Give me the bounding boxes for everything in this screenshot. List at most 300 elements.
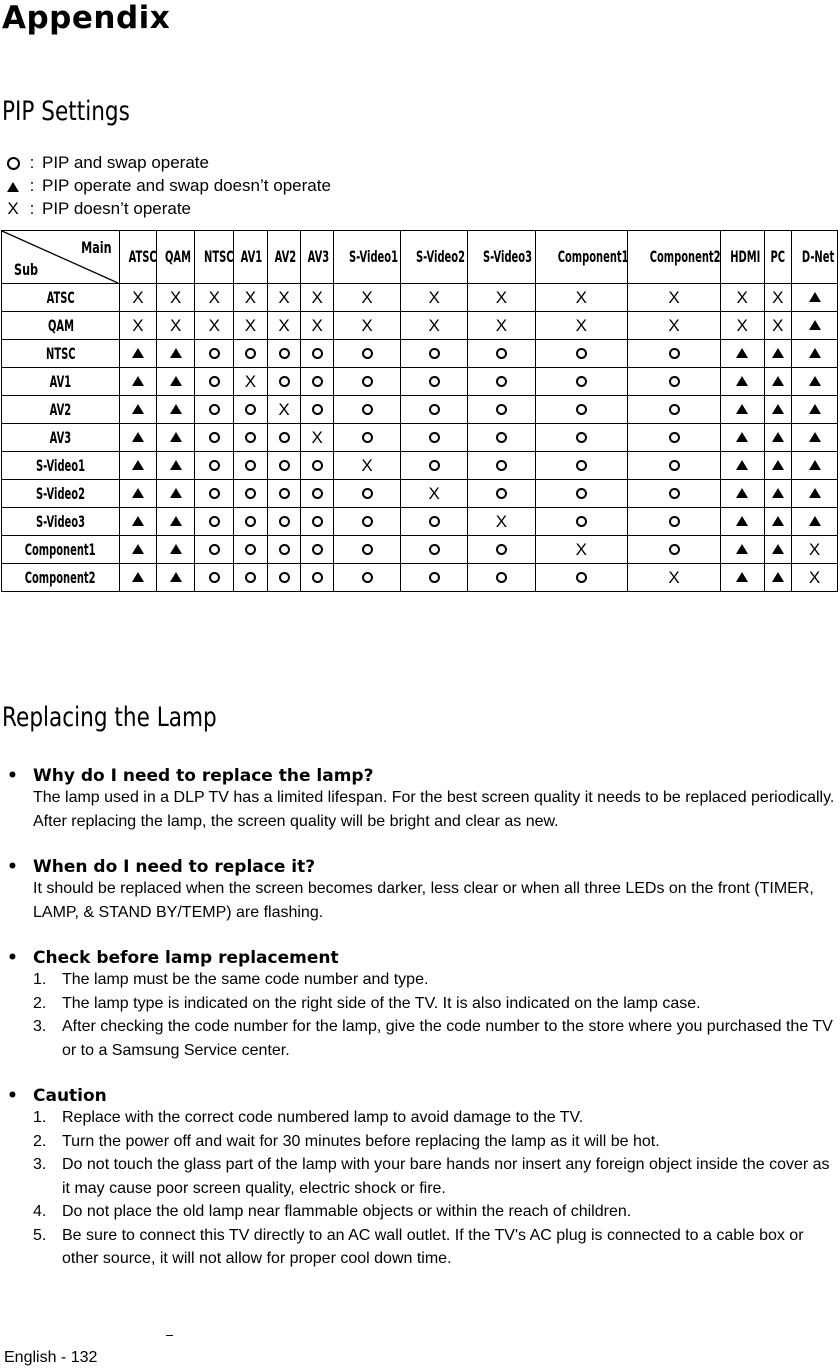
triangle-icon — [170, 460, 182, 470]
table-cell — [764, 536, 791, 564]
column-header — [120, 231, 157, 284]
section-heading — [0, 948, 840, 968]
circle-icon — [496, 460, 507, 471]
table-cell — [120, 312, 157, 340]
legend-text: PIP and swap operate — [42, 153, 209, 172]
triangle-icon — [772, 544, 784, 554]
lamp-why-section — [0, 766, 840, 833]
table-row — [2, 368, 838, 396]
table-cell — [535, 424, 628, 452]
table-cell — [535, 368, 628, 396]
table-cell — [720, 480, 764, 508]
row-header-label: QAM — [47, 315, 74, 335]
circle-icon — [245, 488, 256, 499]
table-cell — [720, 312, 764, 340]
x-icon: X — [808, 567, 821, 587]
triangle-icon — [170, 404, 182, 414]
table-cell — [764, 508, 791, 536]
circle-icon — [245, 432, 256, 443]
table-cell — [234, 368, 268, 396]
section-heading — [0, 766, 840, 786]
table-cell — [468, 424, 535, 452]
row-header — [2, 564, 120, 592]
table-row — [2, 396, 838, 424]
x-icon: X — [428, 287, 440, 307]
circle-icon — [669, 404, 680, 415]
table-cell — [267, 312, 301, 340]
table-cell — [267, 452, 301, 480]
triangle-icon — [809, 516, 821, 526]
table-cell — [628, 424, 721, 452]
corner-sub-label: Sub — [14, 260, 39, 279]
table-cell — [764, 452, 791, 480]
table-cell — [234, 312, 268, 340]
bullet-icon: • — [7, 1086, 18, 1106]
table-cell — [120, 368, 157, 396]
x-icon: X — [575, 315, 588, 335]
triangle-icon — [170, 488, 182, 498]
row-header-label: ATSC — [46, 287, 75, 307]
pip-table — [1, 230, 838, 592]
table-cell — [333, 312, 400, 340]
table-cell — [792, 536, 838, 564]
circle-icon — [576, 460, 587, 471]
check-list — [0, 968, 840, 1062]
list-item — [0, 968, 840, 992]
section-heading-text: When do I need to replace it? — [33, 857, 316, 877]
row-header-label: S-Video3 — [36, 511, 86, 531]
circle-icon — [245, 348, 256, 359]
table-cell — [401, 452, 468, 480]
list-number: 1. — [33, 1109, 47, 1126]
triangle-icon — [736, 544, 748, 554]
table-cell — [301, 480, 334, 508]
circle-icon — [362, 544, 373, 555]
table-cell — [401, 536, 468, 564]
x-icon: X — [772, 287, 784, 307]
table-cell — [333, 452, 400, 480]
page-title: Appendix — [2, 0, 171, 36]
circle-icon — [279, 460, 290, 471]
table-cell — [267, 424, 301, 452]
table-cell — [720, 424, 764, 452]
table-cell — [301, 368, 334, 396]
table-cell — [267, 480, 301, 508]
column-header-label: D-Net — [801, 247, 835, 266]
table-cell — [535, 284, 628, 312]
lamp-caution-section — [0, 1086, 840, 1271]
circle-icon — [496, 572, 507, 583]
legend-row-triangle — [4, 174, 331, 197]
table-cell — [234, 480, 268, 508]
triangle-icon — [736, 348, 748, 358]
circle-icon — [669, 432, 680, 443]
column-header — [468, 231, 535, 284]
table-cell — [468, 508, 535, 536]
table-cell — [764, 284, 791, 312]
table-cell — [333, 564, 400, 592]
table-cell — [120, 396, 157, 424]
circle-icon — [362, 404, 373, 415]
circle-icon — [245, 516, 256, 527]
column-header — [267, 231, 301, 284]
table-row — [2, 480, 838, 508]
column-header — [156, 231, 195, 284]
circle-icon — [576, 348, 587, 359]
x-icon: X — [668, 287, 680, 307]
table-cell — [468, 480, 535, 508]
circle-icon — [669, 348, 680, 359]
table-row — [2, 536, 838, 564]
x-icon: X — [278, 315, 290, 335]
table-row — [2, 424, 838, 452]
circle-icon — [429, 572, 440, 583]
triangle-icon — [132, 432, 144, 442]
circle-icon — [669, 544, 680, 555]
x-icon: X — [361, 315, 373, 335]
column-header-label: AV1 — [240, 247, 263, 266]
x-icon: X — [208, 315, 220, 335]
table-cell — [195, 424, 234, 452]
list-number: 2. — [33, 994, 47, 1012]
row-header-label: S-Video1 — [36, 455, 86, 475]
circle-icon — [4, 151, 22, 174]
table-cell — [535, 312, 628, 340]
table-cell — [195, 396, 234, 424]
row-header — [2, 284, 120, 312]
table-cell — [120, 340, 157, 368]
x-icon: X — [428, 483, 440, 503]
table-cell — [234, 340, 268, 368]
x-icon: X — [169, 315, 182, 335]
table-cell — [234, 508, 268, 536]
list-text: Turn the power off and wait for 30 minutes before replacing the lamp as it will be hot. — [62, 1132, 660, 1150]
triangle-icon — [132, 460, 144, 470]
table-cell — [195, 368, 234, 396]
table-cell — [156, 312, 195, 340]
table-cell — [468, 536, 535, 564]
lamp-check-section — [0, 948, 840, 1062]
table-cell — [628, 284, 721, 312]
circle-icon — [209, 432, 220, 443]
table-cell — [764, 312, 791, 340]
table-cell — [195, 508, 234, 536]
x-icon: X — [311, 427, 323, 447]
table-cell — [764, 340, 791, 368]
section-paragraph: It should be replaced when the screen becomes darker, less clear or when all three LEDs on the front (TIMER, LAMP, & STAND BY/TEMP) are flashing. — [33, 880, 814, 921]
table-cell — [628, 368, 721, 396]
triangle-icon — [736, 376, 748, 386]
column-header-label: PC — [770, 247, 786, 266]
column-header-label: HDMI — [730, 247, 761, 266]
table-row — [2, 312, 838, 340]
triangle-icon — [132, 572, 144, 582]
triangle-icon — [170, 432, 182, 442]
row-header-label: AV2 — [49, 399, 72, 419]
table-cell — [792, 396, 838, 424]
table-cell — [120, 284, 157, 312]
column-header — [333, 231, 400, 284]
x-icon: X — [244, 315, 257, 335]
circle-icon — [245, 404, 256, 415]
table-cell — [468, 564, 535, 592]
section-heading-text: Why do I need to replace the lamp? — [33, 766, 374, 786]
table-cell — [792, 368, 838, 396]
table-cell — [468, 452, 535, 480]
table-cell — [156, 340, 195, 368]
triangle-icon — [772, 432, 784, 442]
circle-icon — [245, 460, 256, 471]
section-heading — [0, 1086, 840, 1106]
triangle-icon — [170, 376, 182, 386]
row-header — [2, 424, 120, 452]
table-cell — [628, 396, 721, 424]
row-header-label: NTSC — [45, 343, 76, 363]
table-cell — [720, 396, 764, 424]
circle-icon — [279, 376, 290, 387]
table-cell — [156, 284, 195, 312]
circle-icon — [209, 348, 220, 359]
table-cell — [267, 564, 301, 592]
table-cell — [301, 508, 334, 536]
triangle-icon — [132, 404, 144, 414]
triangle-icon — [809, 348, 821, 358]
table-cell — [535, 536, 628, 564]
table-cell — [301, 564, 334, 592]
page-footer: English - 132 — [4, 1349, 98, 1366]
table-cell — [764, 480, 791, 508]
table-cell — [720, 284, 764, 312]
circle-icon — [209, 376, 220, 387]
table-cell — [301, 452, 334, 480]
table-cell — [792, 452, 838, 480]
section-paragraph: The lamp used in a DLP TV has a limited lifespan. For the best screen quality it needs to be replaced periodically. After replacing the lamp, the screen quality will be bright and clear as new. — [33, 789, 835, 830]
column-header — [234, 231, 268, 284]
table-cell — [628, 508, 721, 536]
table-cell — [535, 396, 628, 424]
triangle-icon — [132, 348, 144, 358]
table-cell — [301, 284, 334, 312]
row-header-label: S-Video2 — [36, 483, 86, 503]
bullet-icon: • — [7, 948, 18, 968]
table-cell — [156, 424, 195, 452]
triangle-icon — [772, 404, 784, 414]
table-cell — [401, 564, 468, 592]
triangle-icon — [170, 572, 182, 582]
table-row — [2, 564, 838, 592]
table-cell — [401, 508, 468, 536]
row-header-label: Component1 — [25, 539, 96, 559]
table-cell — [267, 368, 301, 396]
list-number: 3. — [33, 1156, 47, 1173]
list-number: 2. — [33, 1132, 47, 1150]
table-cell — [267, 340, 301, 368]
circle-icon — [496, 376, 507, 387]
triangle-icon — [132, 544, 144, 554]
table-cell — [301, 424, 334, 452]
table-corner-header — [2, 231, 120, 284]
x-icon: X — [428, 315, 440, 335]
table-cell — [720, 340, 764, 368]
legend-separator: : — [29, 176, 35, 195]
table-cell — [628, 564, 721, 592]
circle-icon — [209, 544, 220, 555]
x-icon: X — [575, 287, 588, 307]
table-cell — [120, 424, 157, 452]
column-header-label: Component2 — [649, 247, 721, 266]
triangle-icon — [809, 376, 821, 386]
table-cell — [401, 340, 468, 368]
circle-icon — [245, 572, 256, 583]
circle-icon — [279, 432, 290, 443]
table-cell — [333, 424, 400, 452]
list-item — [0, 1106, 840, 1130]
circle-icon — [209, 572, 220, 583]
x-icon: X — [132, 315, 144, 335]
circle-icon — [669, 488, 680, 499]
triangle-icon — [736, 432, 748, 442]
circle-icon — [669, 516, 680, 527]
column-header-label: ATSC — [128, 247, 157, 266]
triangle-icon — [736, 572, 748, 582]
x-icon: X — [169, 287, 182, 307]
circle-icon — [362, 488, 373, 499]
row-header — [2, 452, 120, 480]
circle-icon — [576, 432, 587, 443]
circle-icon — [209, 488, 220, 499]
list-item — [0, 1200, 840, 1224]
triangle-icon — [132, 516, 144, 526]
bullet-icon: • — [7, 857, 18, 877]
table-cell — [156, 480, 195, 508]
triangle-icon — [772, 460, 784, 470]
replacing-lamp-heading-text: Replacing the Lamp — [2, 702, 217, 733]
table-row — [2, 284, 838, 312]
x-icon: X — [278, 399, 290, 419]
table-cell — [468, 368, 535, 396]
table-cell — [195, 340, 234, 368]
table-cell — [535, 508, 628, 536]
table-cell — [333, 396, 400, 424]
circle-icon — [209, 460, 220, 471]
table-cell — [401, 396, 468, 424]
table-cell — [234, 396, 268, 424]
table-cell — [628, 536, 721, 564]
table-cell — [234, 284, 268, 312]
triangle-icon — [132, 376, 144, 386]
table-cell — [195, 312, 234, 340]
triangle-icon — [809, 404, 821, 414]
circle-icon — [362, 516, 373, 527]
table-cell — [401, 284, 468, 312]
triangle-icon — [132, 488, 144, 498]
circle-icon — [429, 348, 440, 359]
table-cell — [234, 424, 268, 452]
column-header-label: QAM — [164, 247, 191, 266]
pip-legend — [4, 151, 331, 220]
triangle-icon — [170, 544, 182, 554]
list-number: 5. — [33, 1226, 47, 1244]
row-header — [2, 312, 120, 340]
circle-icon — [279, 572, 290, 583]
footer-dash — [166, 1335, 173, 1336]
circle-icon — [279, 516, 290, 527]
x-icon: X — [575, 539, 588, 559]
triangle-icon — [736, 488, 748, 498]
table-cell — [468, 396, 535, 424]
table-cell — [535, 452, 628, 480]
circle-icon — [362, 376, 373, 387]
table-cell — [468, 312, 535, 340]
row-header — [2, 480, 120, 508]
table-cell — [195, 564, 234, 592]
table-cell — [333, 508, 400, 536]
circle-icon — [576, 488, 587, 499]
row-header — [2, 368, 120, 396]
column-header-label: AV3 — [307, 247, 330, 266]
table-cell — [764, 424, 791, 452]
column-header — [720, 231, 764, 284]
circle-icon — [312, 516, 323, 527]
table-cell — [267, 508, 301, 536]
triangle-icon — [772, 572, 784, 582]
list-number: 4. — [33, 1203, 47, 1220]
circle-icon — [312, 572, 323, 583]
table-cell — [764, 396, 791, 424]
triangle-icon — [772, 348, 784, 358]
table-cell — [156, 452, 195, 480]
triangle-icon — [772, 488, 784, 498]
triangle-icon — [809, 488, 821, 498]
x-icon: X — [495, 315, 508, 335]
table-cell — [720, 368, 764, 396]
table-cell — [156, 564, 195, 592]
table-cell — [468, 284, 535, 312]
column-header-label: S-Video1 — [348, 247, 398, 266]
table-cell — [401, 312, 468, 340]
table-row — [2, 452, 838, 480]
circle-icon — [669, 376, 680, 387]
column-header — [301, 231, 334, 284]
pip-settings-heading — [2, 96, 162, 127]
list-text: Be sure to connect this TV directly to an AC wall outlet. If the TV's AC plug is connected to a cable box or other source, it will not allow for proper cool down time. — [62, 1226, 804, 1267]
circle-icon — [576, 572, 587, 583]
triangle-icon — [170, 516, 182, 526]
column-header-label: S-Video2 — [416, 247, 466, 266]
list-item — [0, 992, 840, 1016]
table-cell — [792, 340, 838, 368]
table-cell — [195, 536, 234, 564]
table-cell — [301, 536, 334, 564]
circle-icon — [362, 432, 373, 443]
circle-icon — [312, 544, 323, 555]
table-cell — [156, 536, 195, 564]
x-icon: X — [808, 539, 821, 559]
table-cell — [792, 508, 838, 536]
x-icon: X — [7, 199, 19, 218]
table-cell — [720, 564, 764, 592]
circle-icon — [429, 544, 440, 555]
row-header — [2, 340, 120, 368]
table-cell — [628, 480, 721, 508]
section-heading-text: Caution — [33, 1086, 107, 1106]
circle-icon — [362, 572, 373, 583]
table-cell — [301, 340, 334, 368]
table-cell — [234, 452, 268, 480]
caution-list — [0, 1106, 840, 1271]
table-cell — [535, 480, 628, 508]
list-text: The lamp type is indicated on the right side of the TV. It is also indicated on the lamp case. — [62, 994, 701, 1012]
